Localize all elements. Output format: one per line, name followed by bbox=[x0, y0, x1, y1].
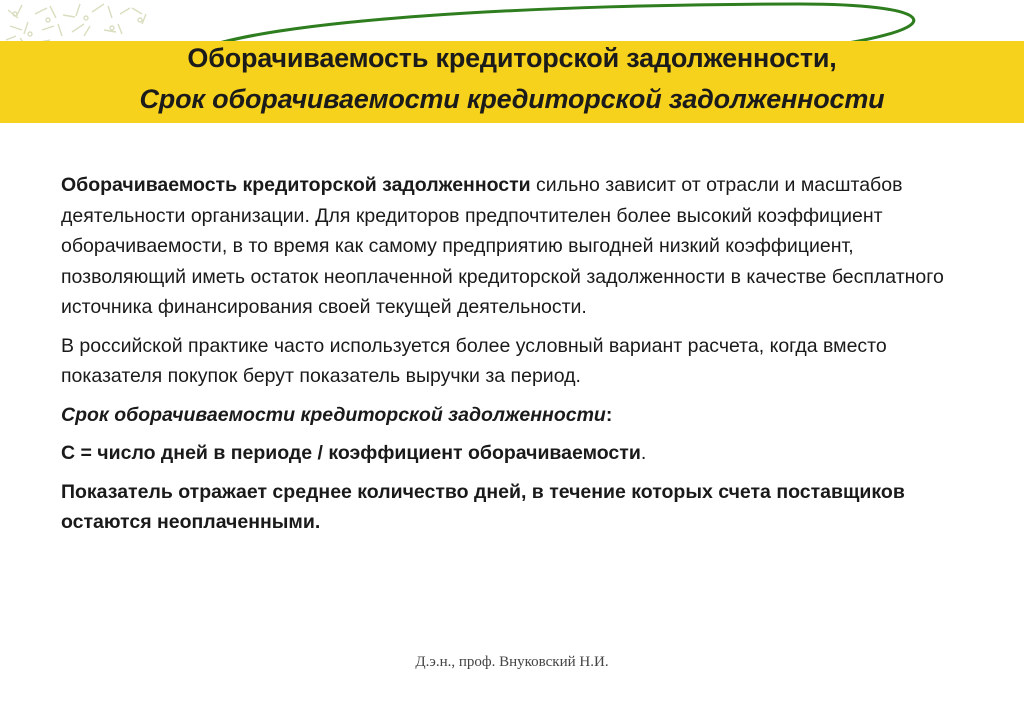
paragraph-russian-practice: В российской практике часто используется более условный вариант расчета, когда вместо показателя покупок берут показатель выручки за период. bbox=[61, 334, 887, 387]
paragraph-heading bbox=[61, 400, 981, 431]
heading-colon: : bbox=[605, 403, 613, 426]
term-heading: Срок оборачиваемости кредиторской задолженности bbox=[61, 403, 606, 426]
slide-subtitle: Срок оборачиваемости кредиторской задолженности bbox=[139, 84, 885, 114]
slide-body bbox=[61, 170, 981, 546]
paragraph-formula bbox=[61, 438, 981, 469]
formula-dot: . bbox=[640, 442, 647, 464]
slide-footer: Д.э.н., проф. Внуковский Н.И. bbox=[415, 654, 609, 670]
formula: С = число дней в периоде / коэффициент оборачиваемости bbox=[61, 442, 641, 464]
paragraph-conclusion: Показатель отражает среднее количество дней, в течение которых счета поставщиков остаются неоплаченными. bbox=[61, 480, 905, 533]
paragraph-definition bbox=[61, 170, 981, 323]
paragraph-text: сильно зависит от отрасли и масштабов деятельности организации. Для кредиторов предпочтителен более высокий коэффициент оборачиваемости, в то время как самому предприятию выгодней низкий коэффициент, позволяющий иметь остаток неоплаченной кредиторской задолженности в качестве бесплатного источника финансирования своей текущей деятельности. bbox=[61, 174, 944, 318]
slide-title: Оборачиваемость кредиторской задолженности, bbox=[187, 43, 837, 73]
term-bold: Оборачиваемость кредиторской задолженности bbox=[61, 174, 531, 196]
decorative-pattern bbox=[6, 4, 146, 46]
